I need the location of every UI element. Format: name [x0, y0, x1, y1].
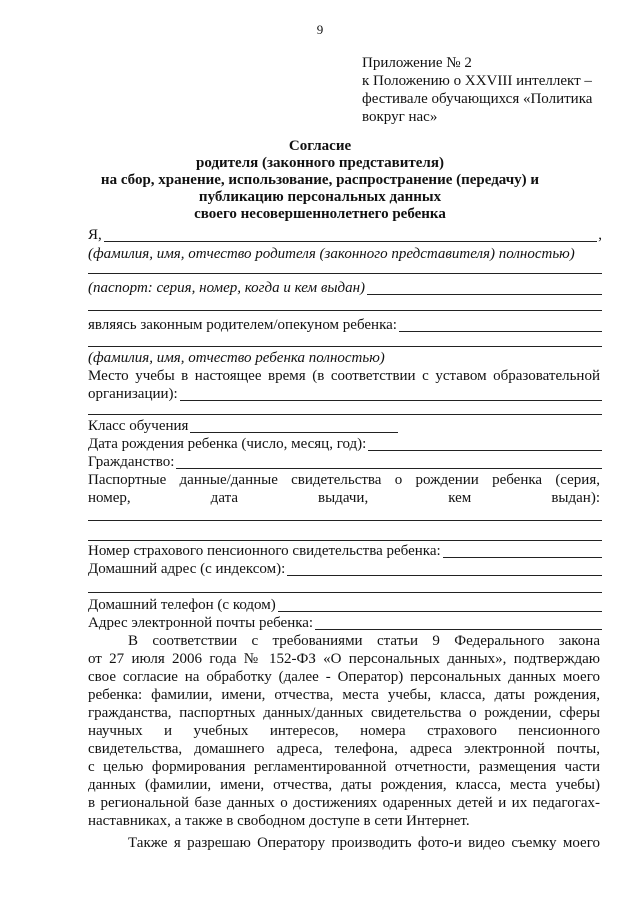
- child-passport-blank-line[interactable]: [88, 520, 602, 521]
- title-line: своего несовершеннолетнего ребенка: [194, 206, 446, 222]
- appendix-line: фестивале обучающихся «Политика: [362, 91, 593, 107]
- email-line[interactable]: [315, 615, 602, 630]
- guardian-field[interactable]: [88, 316, 602, 334]
- child-name-caption-row: [88, 349, 602, 367]
- child-passport-line-2: номер, дата выдачи, кем выдан):: [88, 490, 600, 506]
- body-line: свое согласие на обработку (далее - Оператор) персональных данных моего: [88, 669, 600, 685]
- child-name-blank-line[interactable]: [88, 346, 602, 347]
- guardian-label: являясь законным родителем/опекуном ребенка:: [88, 317, 397, 333]
- body-line: от 27 июля 2006 года № 152-ФЗ «О персональных данных», подтверждаю: [88, 651, 600, 667]
- title-line: Согласие: [288, 138, 352, 154]
- appendix-line: к Положению о XXVIII интеллект –: [362, 73, 592, 89]
- body-line: с целью формирования регламентированной отчетности, размещения части: [88, 759, 600, 775]
- birth-date-field[interactable]: [88, 435, 602, 453]
- address-blank-line[interactable]: [88, 592, 602, 593]
- grade-field[interactable]: [88, 417, 398, 435]
- email-field[interactable]: [88, 614, 602, 632]
- birth-date-line[interactable]: [368, 436, 602, 451]
- phone-line[interactable]: [278, 597, 602, 612]
- document-title: [60, 138, 580, 223]
- appendix-header: [362, 54, 612, 126]
- body-line: свидетельства, домашнего адреса, телефона, адреса электронной почты,: [88, 741, 600, 757]
- study-place-label: организации):: [88, 386, 178, 402]
- parent-name-field[interactable]: [88, 226, 602, 244]
- passport-blank-line-2[interactable]: [88, 310, 602, 311]
- body-line: научных и учебных интересов, номера страхового пенсионного: [88, 723, 600, 739]
- phone-field[interactable]: [88, 596, 602, 614]
- parent-name-caption-row: [88, 245, 602, 263]
- citizenship-field[interactable]: [88, 453, 602, 471]
- passport-line[interactable]: [367, 280, 602, 295]
- study-place-line[interactable]: [180, 386, 602, 401]
- page-number: 9: [316, 22, 324, 37]
- body-line: в региональной базе данных о достижениях одаренных детей и их педагогах-: [88, 795, 600, 811]
- body-line: В соответствии с требованиями статьи 9 Федерального закона: [128, 633, 600, 649]
- address-field[interactable]: [88, 560, 602, 578]
- appendix-line: Приложение № 2: [362, 55, 472, 71]
- passport-caption: (паспорт: серия, номер, когда и кем выдан): [88, 280, 366, 296]
- phone-label: Домашний телефон (с кодом): [88, 597, 276, 613]
- body-line: ребенка: фамилии, имени, отчества, места учебы, класса, даты рождения,: [88, 687, 600, 703]
- child-name-caption: (фамилия, имя, отчество ребенка полностью): [88, 350, 385, 366]
- guardian-line[interactable]: [399, 317, 602, 332]
- child-passport-line-1: Паспортные данные/данные свидетельства о рождении ребенка (серия,: [88, 472, 600, 488]
- title-line: родителя (законного представителя): [196, 155, 444, 171]
- parent-name-caption: (фамилия, имя, отчество родителя (законного представителя) полностью): [88, 246, 575, 262]
- last-paragraph-line: Также я разрешаю Оператору производить фото-и видео съемку моего: [128, 835, 600, 851]
- child-passport-blank-line-2[interactable]: [88, 540, 602, 541]
- grade-line[interactable]: [190, 418, 398, 433]
- parent-name-line[interactable]: [104, 227, 597, 242]
- study-place-blank-line[interactable]: [88, 414, 602, 415]
- body-line: наставниках, а также в свободном доступе в сети Интернет.: [88, 813, 470, 829]
- title-line: публикацию персональных данных: [198, 189, 442, 205]
- email-label: Адрес электронной почты ребенка:: [88, 615, 314, 631]
- passport-blank-line[interactable]: [88, 273, 602, 274]
- study-place-field[interactable]: [88, 385, 602, 403]
- comma: ,: [598, 227, 602, 243]
- ya-label: Я,: [88, 227, 102, 243]
- address-label: Домашний адрес (с индексом):: [88, 561, 286, 577]
- birth-date-label: Дата рождения ребенка (число, месяц, год):: [88, 436, 367, 452]
- title-line: на сбор, хранение, использование, распространение (передачу) и: [100, 172, 540, 188]
- body-line: данных (фамилии, имени, отчества, даты рождения, класса, места учебы): [88, 777, 600, 793]
- pension-label: Номер страхового пенсионного свидетельства ребенка:: [88, 543, 441, 559]
- grade-label: Класс обучения: [88, 418, 189, 434]
- appendix-line: вокруг нас»: [362, 109, 438, 125]
- citizenship-label: Гражданство:: [88, 454, 175, 470]
- citizenship-line[interactable]: [176, 454, 602, 469]
- passport-field[interactable]: [88, 279, 602, 297]
- body-line: гражданства, паспортных данных/данных свидетельства о рождении, сферы: [88, 705, 600, 721]
- study-place-line-1: Место учебы в настоящее время (в соответствии с уставом образовательной: [88, 368, 600, 384]
- address-line[interactable]: [287, 561, 602, 576]
- pension-field[interactable]: [88, 542, 602, 560]
- pension-line[interactable]: [443, 543, 602, 558]
